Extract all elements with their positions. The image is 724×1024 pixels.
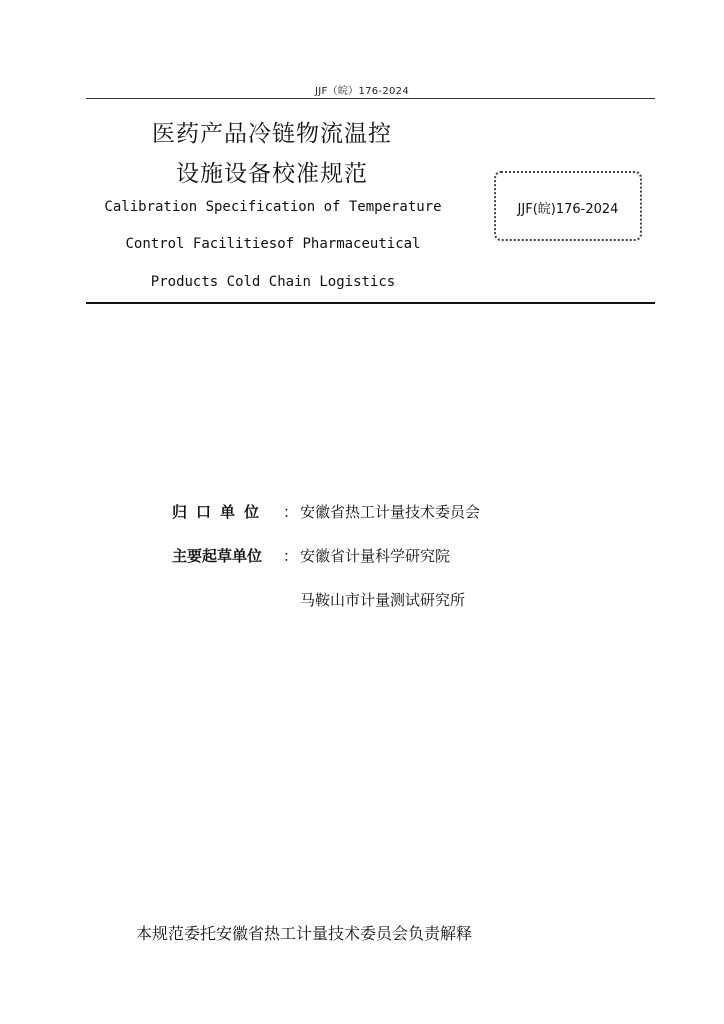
running-header: JJF（皖）176-2024 (315, 86, 409, 97)
standard-code-box (494, 171, 642, 241)
drafter-value-1: 安徽省计量科学研究院 (300, 547, 451, 565)
title-rule (86, 302, 655, 304)
title-en-line-2: Control Facilitiesof Pharmaceutical (125, 236, 421, 252)
drafter-value-2: 马鞍山市计量测试研究所 (300, 591, 466, 609)
title-cn-line-2: 设施设备校准规范 (176, 161, 368, 187)
authority-value: 安徽省热工计量技术委员会 (300, 503, 481, 521)
drafter-colon: ： (283, 547, 299, 565)
authority-label: 归口单位 (172, 503, 269, 521)
drafter-label: 主要起草单位 (172, 547, 263, 565)
title-en-line-3: Products Cold Chain Logistics (150, 274, 396, 290)
interpretation-note: 本规范委托安徽省热工计量技术委员会负责解释 (136, 924, 473, 943)
title-cn-line-1: 医药产品冷链物流温控 (152, 121, 392, 147)
standard-code: JJF(皖)176-2024 (517, 202, 619, 217)
authority-colon: ： (283, 503, 299, 521)
header-rule (86, 98, 655, 99)
title-en-line-1: Calibration Specification of Temperature (104, 199, 442, 215)
